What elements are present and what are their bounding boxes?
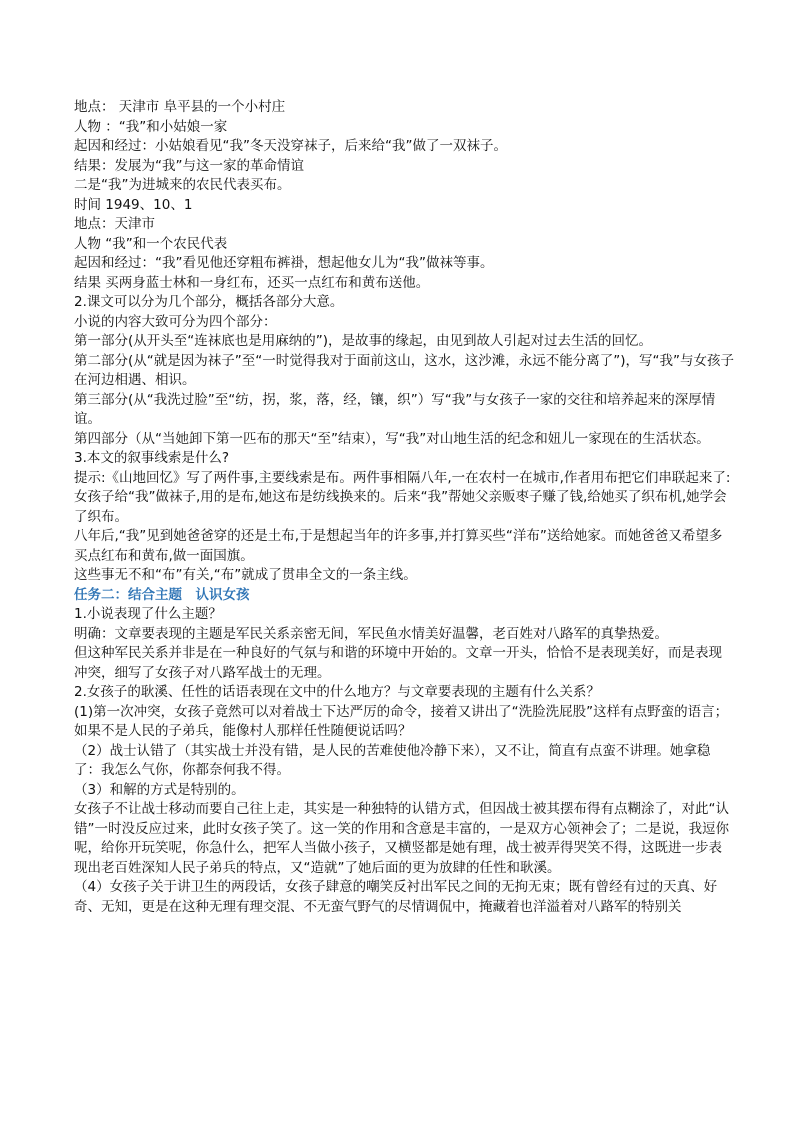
paragraph: 这些事无不和“布”有关,“布”就成了贯串全文的一条主线。 <box>74 567 417 583</box>
text-line: 结果 买两身蓝士林和一身红布，还买一点红布和黄布送他。 <box>74 274 430 291</box>
paragraph: 第三部分(从“我洗过脸”至“纺，拐，浆，落，经，镶，织”）写“我”与女孩子一家的交往和培养起来的深厚情谊。 <box>74 391 716 427</box>
text-line: 地点： 天津市 阜平县的一个小村庄 <box>74 99 286 115</box>
text-line: 人物 “我”和一个农民代表 <box>74 235 228 252</box>
paragraph: （3）和解的方式是特别的。 <box>74 781 245 798</box>
text-line: 结果：发展为“我”与这一家的革命情谊 <box>74 157 304 174</box>
question-heading: 2.课文可以分为几个部分，概括各部分大意。 <box>74 294 344 310</box>
text-line: 二是“我”为进城来的农民代表买布。 <box>74 177 291 193</box>
paragraph: 第二部分(从“就是因为袜子”至“一时觉得我对于面前这山，这水，这沙滩，永远不能分离了”)，写“我”与女孩子在河边相遇、相识。 <box>74 352 734 388</box>
task-heading: 任务二：结合主题 认识女孩 <box>74 586 250 603</box>
paragraph: 女孩子给“我”做袜子,用的是布,她这布是纺线换来的。后来“我”帮她父亲贩枣子赚了钱,给她买了织布机,她学会了织布。 <box>74 489 727 525</box>
paragraph: 八年后,“我”见到她爸爸穿的还是土布,于是想起当年的许多事,并打算买些“洋布”送给她家。而她爸爸又希望多买点红布和黄布,做一面国旗。 <box>74 528 723 564</box>
question-heading: 3.本文的叙事线索是什么? <box>74 450 230 466</box>
paragraph: 第一部分(从开头至“连袜底也是用麻纳的”)，是故事的缘起，由见到故人引起对过去生活的回忆。 <box>74 333 653 349</box>
text-line: 地点：天津市 <box>74 216 155 232</box>
paragraph: 但这种军民关系并非是在一种良好的气氛与和谐的环境中开始的。文章一开头，恰恰不是表现美好，而是表现冲突，细写了女孩子对八路军战士的无理。 <box>74 645 722 681</box>
paragraph: 提示:《山地回忆》写了两件事,主要线索是布。两件事相隔八年,一在农村一在城市,作者用布把它们串联起来了: <box>74 469 731 486</box>
text-line: 起因和经过：“我”看见他还穿粗布裤褂，想起他女儿为“我”做袜等事。 <box>74 255 494 271</box>
question-heading: 2.女孩子的耿溪、任性的话语表现在文中的什么地方？与文章要表现的主题有什么关系？ <box>74 684 600 700</box>
question-heading: 1.小说表现了什么主题？ <box>74 606 222 622</box>
document-body <box>74 98 734 917</box>
text-line: 时间 1949、10、1 <box>74 196 193 213</box>
paragraph: （4）女孩子关于讲卫生的两段话，女孩子肆意的嘲笑反衬出军民之间的无拘无束；既有曾经有过的天真、好奇、无知，更是在这种无理有理交混、不无蛮气野气的尽情调侃中，掩藏着也洋溢着对八路军的特别关 <box>74 879 718 915</box>
text-line: 小说的内容大致可分为四个部分： <box>74 313 277 330</box>
paragraph: （2）战士认错了（其实战士并没有错，是人民的苦难使他冷静下来），又不让，简直有点蛮不讲理。她拿稳了：我怎么气你，你都奈何我不得。 <box>74 742 711 778</box>
paragraph: 第四部分（从“当她卸下第一匹布的那天“至”结束），写“我”对山地生活的纪念和妞儿一家现在的生活状态。 <box>74 430 710 447</box>
paragraph: (1)第一次冲突，女孩子竟然可以对着战士下达严厉的命令，接着又讲出了“洗脸洗屁股”这样有点野蛮的语言；如果不是人民的子弟兵，能像村人那样任性随便说话吗？ <box>74 703 729 739</box>
text-line: 起因和经过：小姑娘看见“我”冬天没穿袜子，后来给“我”做了一双袜子。 <box>74 138 507 154</box>
paragraph: 明确：文章要表现的主题是军民关系亲密无间，军民鱼水情美好温馨，老百姓对八路军的真挚热爱。 <box>74 625 668 642</box>
paragraph: 女孩子不让战士移动而要自己往上走，其实是一种独特的认错方式，但因战士被其摆布得有点糊涂了，对此“认错”一时没反应过来，此时女孩子笑了。这一笑的作用和含意是丰富的，一是双方心领神会了；二是说，我逗你呢，给你开玩笑呢，你急什么，把军人当做小孩子，又横竖都是她有理，战士被弄得哭笑不得，这既进一步表现出老百姓深知人民子弟兵的特点，又“造就”了她后面的更为放肆的任性和耿溪。 <box>74 801 729 876</box>
text-line: 人物 ：“我”和小姑娘一家 <box>74 118 228 135</box>
